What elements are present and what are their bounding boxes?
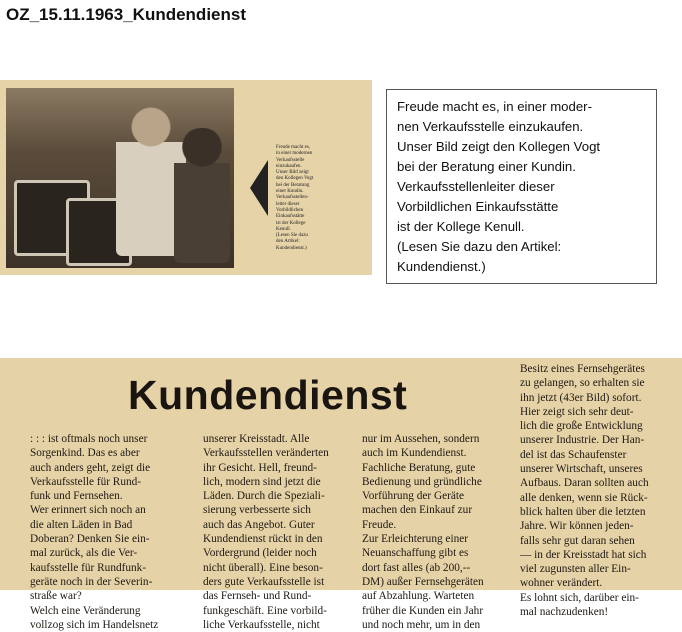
article-line: mal nachzudenken! (520, 606, 609, 619)
article-line: machen den Einkauf zur (362, 504, 473, 517)
mini-caption-line: Verkaufsstelle (276, 157, 305, 163)
article-line: Vorführung der Geräte (362, 490, 465, 503)
mini-caption-line: ist der Kollege (276, 220, 306, 226)
mini-caption-line: Vorbildlichen (276, 207, 304, 213)
caption-line: nen Verkaufsstelle einzukaufen. (397, 119, 584, 134)
article-column-3 (362, 432, 484, 632)
page-title: OZ_15.11.1963_Kundendienst (6, 5, 246, 24)
article-line: Vordergrund (leider noch (203, 547, 317, 560)
article-line: Besitz eines Fernsehgerätes (520, 363, 645, 375)
customer-figure (174, 128, 230, 263)
article-line: Aufbaus. Daran sollten auch (520, 477, 649, 490)
article-line: blick halten über die letzten (520, 505, 646, 518)
mini-caption-line: in einer modernen (276, 151, 313, 157)
caption-line: ist der Kollege Kenull. (397, 219, 525, 234)
mini-caption-line: Unser Bild zeigt (276, 170, 309, 176)
article-line: Läden. Durch die Speziali- (203, 490, 325, 503)
caption-line: Vorbildlichen Einkaufsstätte (397, 199, 559, 214)
article-line: ihn jetzt (43er Bild) sofort. (520, 391, 642, 404)
article-line: Jahre. Wir können jeden- (520, 520, 634, 533)
article-line: Wer erinnert sich noch an (30, 504, 146, 517)
article-line: Verkaufsstellen veränderten (203, 447, 329, 460)
article-line: Verkaufsstelle für Rund- (30, 475, 142, 488)
mini-caption-line: Kenull. (276, 226, 291, 232)
mini-caption-line: (Lesen Sie dazu (276, 233, 308, 239)
article-line: liche Verkaufsstelle, nicht (203, 618, 320, 631)
mini-caption-line: Freude macht es, (276, 145, 311, 150)
article-line: ders gute Verkaufsstelle ist (203, 575, 325, 588)
article-line: Welch eine Veränderung (30, 604, 141, 617)
mini-caption-line: Einkaufsstätte (276, 214, 305, 220)
mini-caption-line: einer Kundin. (276, 189, 304, 195)
article-line: zu gelangen, so erhalten sie (520, 377, 645, 390)
photo-mini-caption (276, 145, 336, 252)
mini-caption-line: einzukaufen. (276, 163, 302, 169)
article-column-2 (203, 432, 329, 632)
article-line: Hier zeigt sich sehr deut- (520, 405, 634, 418)
article-line: alle denken, wenn sie Rück- (520, 491, 648, 504)
article-line: — in der Kreisstadt hat sich (520, 548, 647, 561)
caption-line: bei der Beratung einer Kundin. (397, 159, 576, 174)
article-line: funk und Fernsehen. (30, 490, 123, 503)
article-line: Kundendienst rückt in den (203, 533, 323, 546)
article-line: auch anders geht, zeigt die (30, 461, 151, 474)
article-line: funkgeschäft. Eine vorbild- (203, 604, 327, 617)
article-line: nur im Aussehen, sondern (362, 433, 480, 445)
newspaper-clipping (0, 358, 682, 631)
article-line: unserer Kreisstadt. Alle (203, 433, 310, 445)
mini-caption-line: den Kollegen Vogt (276, 176, 314, 182)
photo-clipping (0, 80, 372, 275)
article-line: Es lohnt sich, darüber ein- (520, 591, 639, 604)
arrow-left-icon (250, 160, 268, 216)
article-line: sierung verbesserte sich (203, 504, 311, 517)
mini-caption-line: leiter dieser (276, 201, 300, 207)
article-line: kaufsstelle für Rundfunk- (30, 561, 147, 574)
article-line: DM) außer Fernsehgeräten (362, 575, 484, 588)
article-line: auch im Kundendienst. (362, 447, 467, 460)
article-line: wohner verändert. (520, 577, 603, 590)
article-line: nicht überall). Eine beson- (203, 561, 323, 574)
mini-caption-line: den Artikel: (276, 239, 300, 245)
article-line: und noch mehr, um in den (362, 618, 481, 631)
mini-caption-line: Verkaufsstellen- (276, 195, 309, 201)
article-line: auch das Angebot. Guter (203, 518, 315, 531)
caption-line: Verkaufsstellenleiter dieser (397, 179, 555, 194)
article-line: viel zugunsten aller Ein- (520, 563, 631, 576)
article-line: Freude. (362, 518, 397, 531)
article-column-4 (520, 362, 649, 619)
mini-caption-line: Kundendienst.) (276, 245, 307, 251)
article-line: Sorgenkind. Das es aber (30, 447, 140, 460)
article-headline: Kundendienst (128, 372, 408, 418)
article-line: straße war? (30, 590, 82, 603)
article-line: Bedienung und gründliche (362, 475, 482, 488)
article-line: falls sehr gut daran sehen (520, 534, 635, 547)
caption-line: Freude macht es, in einer moder- (397, 99, 592, 114)
article-line: Fachliche Beratung, gute (362, 461, 476, 474)
article-line: das Fernseh- und Rund- (203, 590, 312, 603)
article-line: vollzog sich im Handelsnetz (30, 618, 159, 631)
article-line: Doberan? Denken Sie ein- (30, 533, 150, 546)
caption-box (386, 89, 657, 284)
article-line: früher die Kunden ein Jahr (362, 604, 484, 617)
caption-line: Unser Bild zeigt den Kollegen Vogt (397, 139, 601, 154)
article-line: geräte noch in der Severin- (30, 575, 153, 588)
article-line: lich die große Entwicklung (520, 420, 643, 433)
article-line: lich, modern sind jetzt die (203, 475, 321, 488)
mini-caption-line: bei der Beratung (276, 182, 310, 188)
article-line: unserer Wirtschaft, unseres (520, 463, 643, 476)
article-line: Neuanschaffung gibt es (362, 547, 469, 560)
article-line: dort fast alles (ab 200,-- (362, 561, 471, 574)
article-line: : : : ist oftmals noch unser (30, 433, 148, 445)
caption-line: Kundendienst.) (397, 259, 486, 274)
article-line: die alten Läden in Bad (30, 518, 133, 531)
article-line: ihr Gesicht. Hell, freund- (203, 461, 317, 474)
article-line: del ist das Schaufenster (520, 448, 627, 461)
article-column-1 (30, 432, 158, 632)
article-line: Zur Erleichterung einer (362, 533, 469, 546)
article-line: auf Abzahlung. Warteten (362, 590, 475, 603)
article-line: unserer Industrie. Der Han- (520, 434, 645, 447)
caption-line: (Lesen Sie dazu den Artikel: (397, 239, 562, 254)
store-photo (6, 88, 234, 268)
article-line: mal zurück, als die Ver- (30, 547, 138, 560)
